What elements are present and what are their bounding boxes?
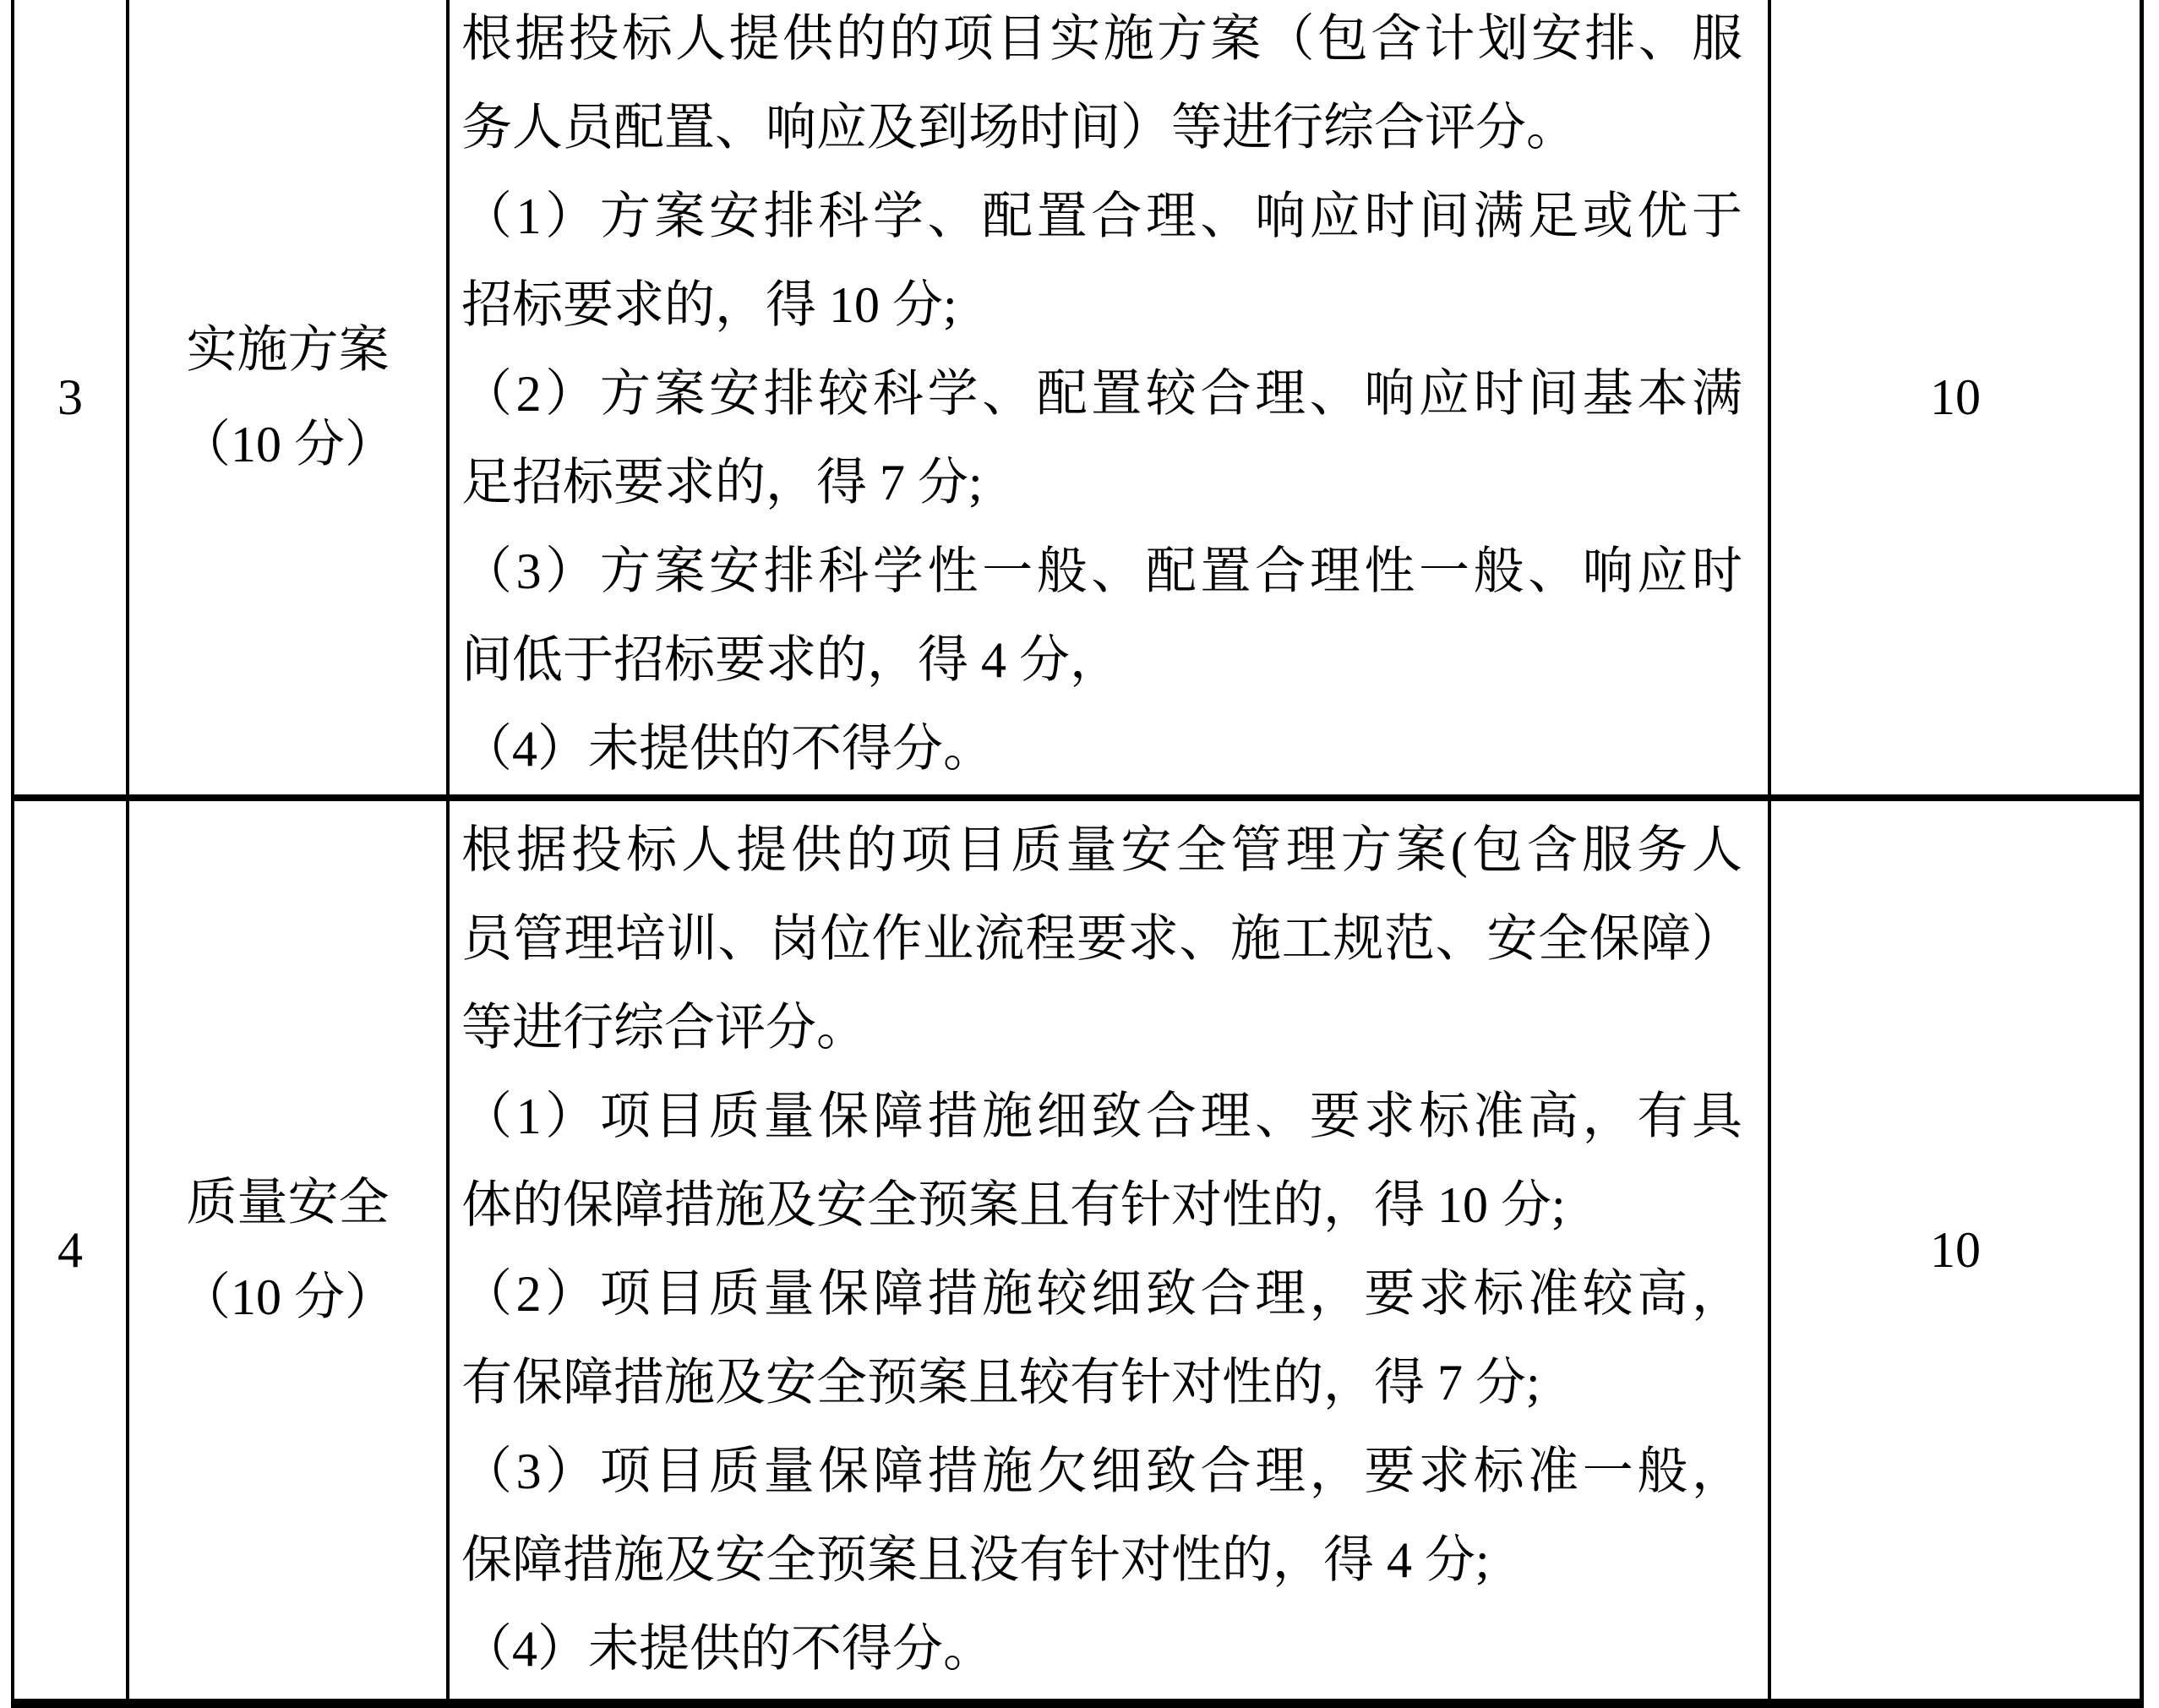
criteria-line: （2）方案安排较科学、配置较合理、响应时间基本满 (461, 366, 1742, 422)
score-cell (1771, 0, 2140, 801)
criteria-line: （3）方案安排科学性一般、配置合理性一般、响应时 (461, 543, 1742, 599)
score-value: 10 (1930, 369, 1981, 425)
criteria-cell (450, 0, 1771, 801)
row-number-cell (14, 0, 129, 801)
criteria-cell (450, 801, 1771, 1699)
criteria-line: 根据投标人提供的的项目实施方案（包含计划安排、服 (461, 11, 1742, 67)
criteria-line: 有保障措施及安全预案且较有针对性的，得 7 分; (461, 1355, 1540, 1411)
category-cell (129, 801, 450, 1699)
criteria-line: （1）方案安排科学、配置合理、响应时间满足或优于 (461, 188, 1742, 244)
category-name: 质量安全 (186, 1175, 390, 1231)
criteria-line: 体的保障措施及安全预案且有针对性的，得 10 分; (461, 1177, 1566, 1233)
row-number: 3 (57, 369, 83, 425)
row-number: 4 (57, 1222, 83, 1278)
row-number-cell (14, 801, 129, 1699)
criteria-line: 员管理培训、岗位作业流程要求、施工规范、安全保障） (461, 911, 1742, 967)
criteria-line: （2）项目质量保障措施较细致合理，要求标准较高， (461, 1266, 1742, 1322)
category-name: 实施方案 (186, 322, 390, 378)
criteria-line: （1）项目质量保障措施细致合理、要求标准高，有具 (461, 1089, 1742, 1144)
score-value: 10 (1930, 1222, 1981, 1278)
evaluation-table (11, 0, 2144, 1708)
criteria-line: 务人员配置、响应及到场时间）等进行综合评分。 (461, 100, 1577, 156)
criteria-line: 等进行综合评分。 (461, 1000, 867, 1056)
category-score-note: （10 分） (180, 1269, 395, 1325)
criteria-text (461, 801, 1742, 1694)
criteria-line: 根据投标人提供的项目质量安全管理方案(包含服务人 (461, 822, 1742, 878)
criteria-line: （4）未提供的不得分。 (461, 721, 994, 777)
criteria-text (461, 0, 1742, 794)
criteria-line: 足招标要求的，得 7 分; (461, 455, 983, 510)
category-cell (129, 0, 450, 801)
criteria-line: 招标要求的，得 10 分; (461, 277, 957, 333)
criteria-line: （4）未提供的不得分。 (461, 1621, 994, 1677)
criteria-line: 保障措施及安全预案且没有针对性的，得 4 分; (461, 1532, 1490, 1588)
score-cell (1771, 801, 2140, 1699)
criteria-line: （3）项目质量保障措施欠细致合理，要求标准一般， (461, 1443, 1742, 1499)
criteria-line: 间低于招标要求的，得 4 分， (461, 632, 1120, 688)
category-score-note: （10 分） (180, 417, 395, 472)
